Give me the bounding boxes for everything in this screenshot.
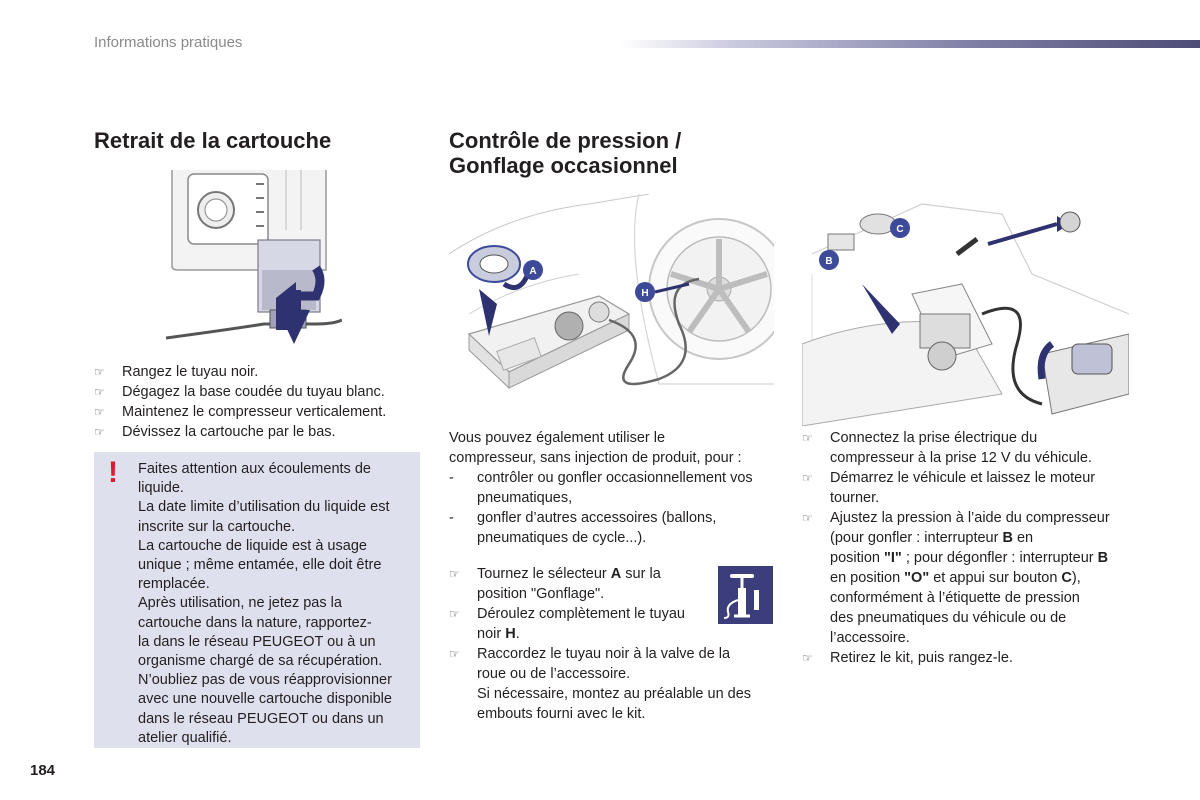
pointing-hand-icon: ☞ — [449, 607, 460, 621]
list-item: ☞ Déroulez complètement le tuyau noir H. — [449, 606, 685, 642]
pointing-hand-icon: ☞ — [449, 567, 460, 581]
pointing-hand-icon: ☞ — [802, 511, 813, 525]
pointing-hand-icon: ☞ — [802, 431, 813, 445]
list-item: ☞ Rangez le tuyau noir. — [94, 364, 259, 380]
list-item: ☞ Tournez le sélecteur A sur la position "Gonflage". — [449, 566, 661, 602]
list-item: ☞ Connectez la prise électrique du compresseur à la prise 12 V du véhicule. — [802, 430, 1092, 466]
pointing-hand-icon: ☞ — [94, 365, 105, 379]
callout-label-b: B — [825, 256, 833, 267]
warning-box — [94, 452, 420, 748]
exclamation-icon: ! — [108, 456, 118, 489]
list-item: - contrôler ou gonfler occasionnellement vos pneumatiques, — [449, 470, 753, 506]
callout-label-a: A — [529, 266, 537, 277]
cartridge-removal-illustration — [166, 170, 342, 346]
section-title-pressure: Contrôle de pression / Gonflage occasionnel — [449, 128, 682, 178]
pointing-hand-icon: ☞ — [94, 425, 105, 439]
page-number: 184 — [30, 762, 56, 779]
callout-label-h: H — [641, 288, 649, 299]
intro-paragraph: Vous pouvez également utiliser le compresseur, sans injection de produit, pour : — [449, 430, 742, 466]
section-title-cartridge: Retrait de la cartouche — [94, 128, 332, 153]
pointing-hand-icon: ☞ — [802, 471, 813, 485]
pointing-hand-icon: ☞ — [802, 651, 813, 665]
pointing-hand-icon: ☞ — [94, 405, 105, 419]
compressor-wheel-illustration — [449, 194, 774, 426]
pointing-hand-icon: ☞ — [449, 647, 460, 661]
cartridge-steps-list — [94, 362, 424, 442]
list-item: - gonfler d’autres accessoires (ballons, pneumatiques de cycle...). — [449, 510, 717, 546]
callout-label-c: C — [896, 224, 904, 235]
socket-steps-list — [802, 428, 1132, 668]
pointing-hand-icon: ☞ — [94, 385, 105, 399]
list-item: ☞ Ajustez la pression à l’aide du compresseur (pour gonfler : interrupteur B en position "I" ; pour dégonfler : interrupteur B en position "O" et appui sur bouton C), conformément à l’étiquette de pression des pneumatiques du véhicule ou de l’accessoire. — [802, 510, 1110, 646]
list-item: ☞ Maintenez le compresseur verticalement. — [94, 404, 387, 420]
usage-dash-list — [449, 468, 779, 548]
tyre-pump-icon — [718, 566, 773, 624]
list-item: ☞ Retirez le kit, puis rangez-le. — [802, 650, 1013, 666]
header-decorative-bar — [620, 40, 1200, 48]
warning-text: Faites attention aux écoulements de liquide. La date limite d’utilisation du liquide est inscrite sur la cartouche. La cartouche de liquide est à usage unique ; même entamée, elle doit être remplacée. Après utilisation, ne jetez pas la cartouche dans la nature, rapportez- la dans le réseau PEUGEOT ou à un organisme chargé de sa récupération. N’oubliez pas de vous réapprovisionner avec une nouvelle cartouche disponible dans le réseau PEUGEOT ou dans un atelier qualifié. — [138, 461, 392, 746]
list-item: ☞ Raccordez le tuyau noir à la valve de la roue ou de l’accessoire. Si nécessaire, montez au préalable un des embouts fourni avec le kit. — [449, 646, 752, 722]
list-item: ☞ Dévissez la cartouche par le bas. — [94, 424, 336, 440]
list-item: ☞ Démarrez le véhicule et laissez le moteur tourner. — [802, 470, 1096, 506]
list-item: ☞ Dégagez la base coudée du tuyau blanc. — [94, 384, 385, 400]
power-socket-illustration — [802, 194, 1129, 426]
header-section-label: Informations pratiques — [94, 34, 243, 51]
